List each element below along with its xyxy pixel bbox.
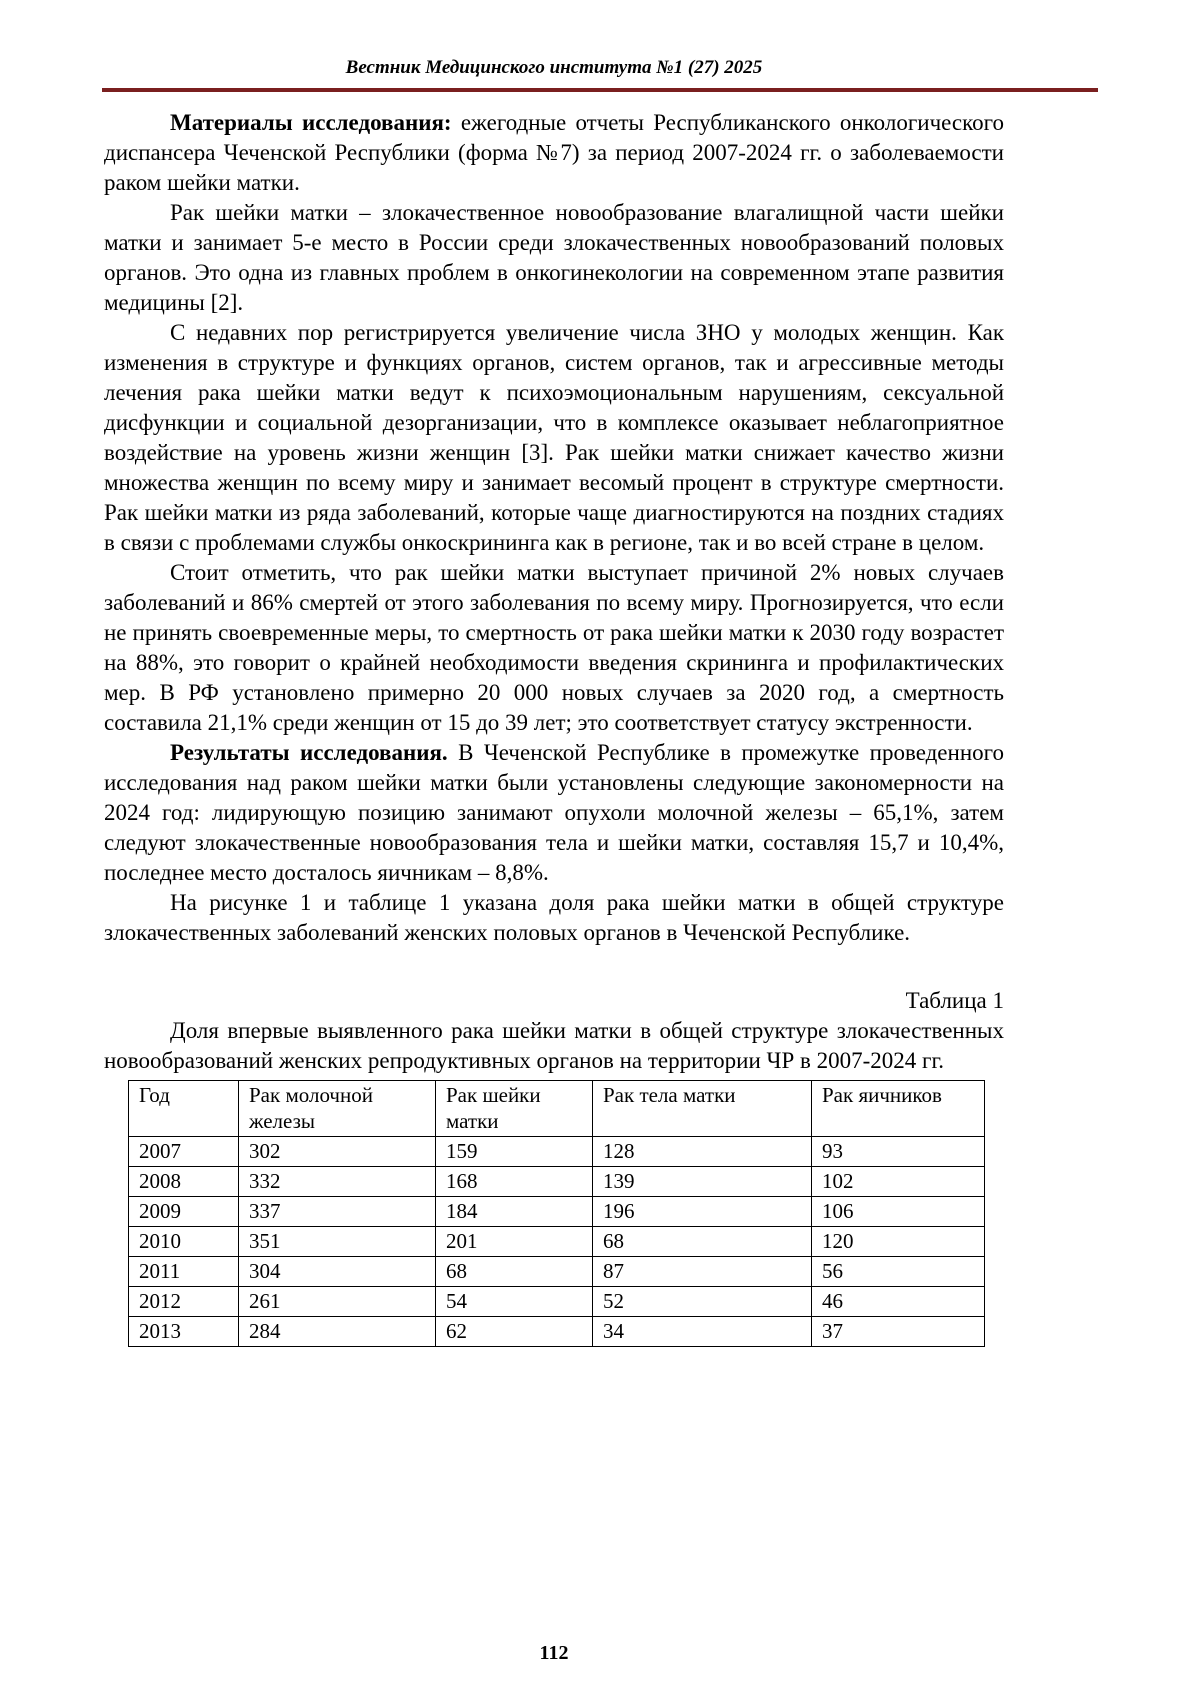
page-number: 112: [539, 1642, 569, 1664]
table-cell: 201: [436, 1227, 593, 1257]
table-cell: 159: [436, 1137, 593, 1167]
table-cell: 304: [239, 1257, 436, 1287]
table-cell: 2008: [129, 1167, 239, 1197]
paragraph-text: На рисунке 1 и таблице 1 указана доля рака шейки матки в общей структуре злокачественных заболеваний женских половых органов в Чеченской Республике.: [104, 890, 1004, 945]
paragraph-lead: Материалы исследования:: [170, 110, 452, 135]
table-header-cell-cervix: Рак шейки матки: [436, 1081, 593, 1137]
table-cell: 168: [436, 1167, 593, 1197]
table-cell: 332: [239, 1167, 436, 1197]
article-body: [104, 108, 1004, 948]
incidence-table: [128, 1080, 985, 1347]
table-cell: 2007: [129, 1137, 239, 1167]
table-row: [129, 1197, 985, 1227]
table-cell: 106: [812, 1197, 985, 1227]
table-label: Таблица 1: [905, 988, 1004, 1013]
table-cell: 102: [812, 1167, 985, 1197]
journal-title: Вестник Медицинского института №1 (27) 2025: [345, 57, 763, 78]
paragraph-results: [104, 738, 1004, 888]
table-cell: 62: [436, 1317, 593, 1347]
paragraph-cervical-cancer-intro: [104, 198, 1004, 318]
table-cell: 2010: [129, 1227, 239, 1257]
table-cell: 87: [593, 1257, 812, 1287]
paragraph-materials: [104, 108, 1004, 198]
table-cell: 93: [812, 1137, 985, 1167]
table-row: [129, 1167, 985, 1197]
table-cell: 2012: [129, 1287, 239, 1317]
table-header-cell-ovary: Рак яичников: [812, 1081, 985, 1137]
table-row: [129, 1287, 985, 1317]
paragraph-text: ежегодные отчеты Республиканского онкологического диспансера Чеченской Республики (форма №7) за период 2007-2024 гг. о заболеваемости раком шейки матки.: [104, 110, 1004, 195]
table-cell: 56: [812, 1257, 985, 1287]
table-cell: 337: [239, 1197, 436, 1227]
table-row: [129, 1257, 985, 1287]
table-cell: 261: [239, 1287, 436, 1317]
paragraph-text: Рак шейки матки – злокачественное новообразование влагалищной части шейки матки и занимает 5-е место в России среди злокачественных новообразований половых органов. Это одна из главных проблем в онкогинекологии на современном этапе развития медицины [2].: [104, 200, 1004, 315]
table-cell: 139: [593, 1167, 812, 1197]
table-header-row: [129, 1081, 985, 1137]
table-cell: 34: [593, 1317, 812, 1347]
table-cell: 2011: [129, 1257, 239, 1287]
table-row: [129, 1227, 985, 1257]
table-cell: 37: [812, 1317, 985, 1347]
table-cell: 120: [812, 1227, 985, 1257]
table-cell: 351: [239, 1227, 436, 1257]
paragraph-zno-increase: [104, 318, 1004, 558]
table-cell: 2009: [129, 1197, 239, 1227]
table-cell: 54: [436, 1287, 593, 1317]
table-cell: 284: [239, 1317, 436, 1347]
header-divider: [102, 88, 1098, 92]
table-cell: 128: [593, 1137, 812, 1167]
table-cell: 46: [812, 1287, 985, 1317]
paragraph-statistics: [104, 558, 1004, 738]
table-cell: 2013: [129, 1317, 239, 1347]
table-header-cell-uterus: Рак тела матки: [593, 1081, 812, 1137]
table-cell: 68: [436, 1257, 593, 1287]
paragraph-text: В Чеченской Республике в промежутке проведенного исследования над раком шейки матки были установлены следующие закономерности на 2024 год: лидирующую позицию занимают опухоли молочной железы – 65,1%, затем следуют злокачественные новообразования тела и шейки матки, составляя 15,7 и 10,4%, последнее место досталось яичникам – 8,8%.: [104, 740, 1004, 885]
paragraph-lead: Результаты исследования.: [170, 740, 448, 765]
table-cell: 196: [593, 1197, 812, 1227]
table-header-cell-breast: Рак молочной железы: [239, 1081, 436, 1137]
table-cell: 184: [436, 1197, 593, 1227]
table-caption: Доля впервые выявленного рака шейки матки в общей структуре злокачественных новообразований женских репродуктивных органов на территории ЧР в 2007-2024 гг.: [104, 1018, 1004, 1073]
table-cell: 302: [239, 1137, 436, 1167]
paragraph-figure-reference: [104, 888, 1004, 948]
paragraph-text: С недавних пор регистрируется увеличение числа ЗНО у молодых женщин. Как изменения в структуре и функциях органов, систем органов, так и агрессивные методы лечения рака шейки матки ведут к психоэмоциональным нарушениям, сексуальной дисфункции и социальной дезорганизации, что в комплексе оказывает неблагоприятное воздействие на уровень жизни женщин [3]. Рак шейки матки снижает качество жизни множества женщин по всему миру и занимает весомый процент в структуре смертности. Рак шейки матки из ряда заболеваний, которые чаще диагностируются на поздних стадиях в связи с проблемами службы онкоскрининга как в регионе, так и во всей стране в целом.: [104, 320, 1004, 555]
table-row: [129, 1137, 985, 1167]
table-row: [129, 1317, 985, 1347]
table-cell: 52: [593, 1287, 812, 1317]
table-cell: 68: [593, 1227, 812, 1257]
paragraph-text: Стоит отметить, что рак шейки матки выступает причиной 2% новых случаев заболеваний и 86% смертей от этого заболевания по всему миру. Прогнозируется, что если не принять своевременные меры, то смертность от рака шейки матки к 2030 году возрастет на 88%, это говорит о крайней необходимости введения скрининга и профилактических мер. В РФ установлено примерно 20 000 новых случаев за 2020 год, а смертность составила 21,1% среди женщин от 15 до 39 лет; это соответствует статусу экстренности.: [104, 560, 1004, 735]
table-header-cell-year: Год: [129, 1081, 239, 1137]
